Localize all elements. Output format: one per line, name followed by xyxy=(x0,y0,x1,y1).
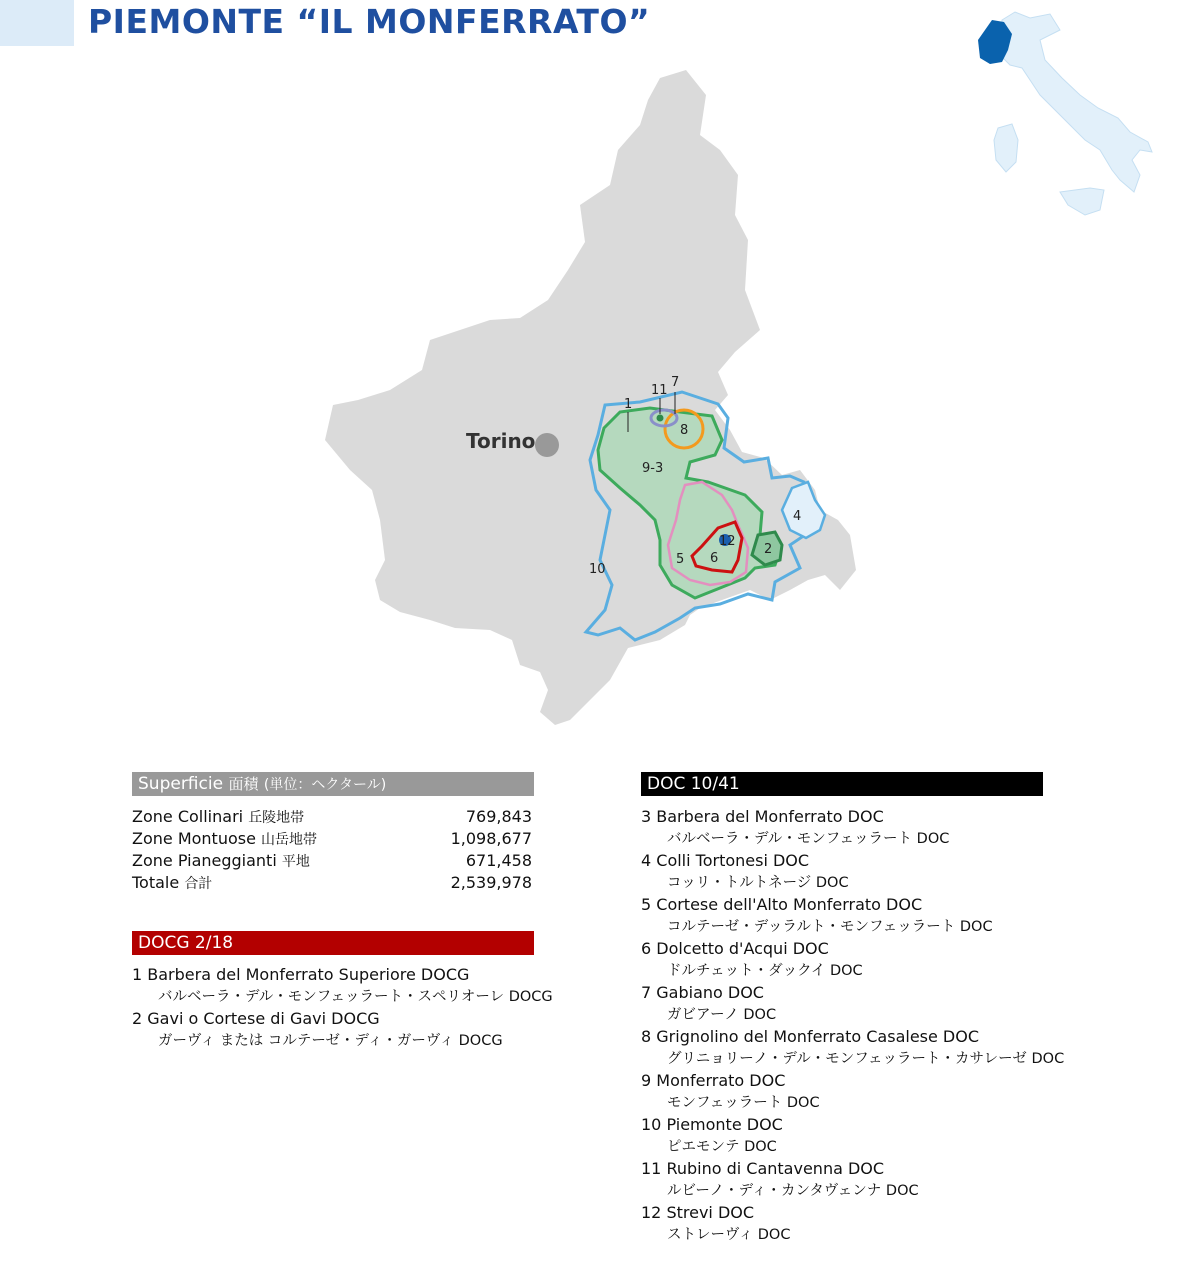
table-row xyxy=(132,828,532,850)
item-name-it: 9 Monferrato DOC xyxy=(641,1071,786,1090)
item-name-jp: ガーヴィ または コルテーゼ・ディ・ガーヴィ DOCG xyxy=(158,1033,503,1049)
torino-marker xyxy=(535,433,559,457)
docg-list xyxy=(132,964,602,1052)
list-item xyxy=(641,1070,1161,1114)
doc-list xyxy=(641,806,1161,1246)
zone-value: 1,098,677 xyxy=(450,829,532,848)
superficie-table xyxy=(132,806,532,894)
list-item xyxy=(641,1114,1161,1158)
superficie-label: Superficie xyxy=(138,774,224,794)
zone-name: Totale xyxy=(132,873,180,892)
page-title: PIEMONTE “IL MONFERRATO” xyxy=(88,2,651,41)
item-name-it: 6 Dolcetto d'Acqui DOC xyxy=(641,939,829,958)
superficie-header xyxy=(132,772,534,796)
list-item xyxy=(641,850,1161,894)
zone-label-1: 1 xyxy=(624,397,633,412)
item-name-it: 3 Barbera del Monferrato DOC xyxy=(641,807,884,826)
zone-value: 769,843 xyxy=(465,807,532,826)
zone-label-9-3: 9-3 xyxy=(642,461,664,476)
list-item xyxy=(132,1008,602,1052)
docg-header: DOCG 2/18 xyxy=(132,931,534,955)
item-name-jp: コルテーゼ・デッラルト・モンフェッラート DOC xyxy=(667,919,993,935)
zone-label-2: 2 xyxy=(764,542,773,557)
list-item xyxy=(641,1202,1161,1246)
zone-label-12: 12 xyxy=(719,534,736,549)
item-name-jp: バルベーラ・デル・モンフェッラート DOC xyxy=(667,831,950,847)
item-name-jp: ガビアーノ DOC xyxy=(667,1007,777,1023)
zone-label-10: 10 xyxy=(589,562,606,577)
zone-value: 2,539,978 xyxy=(450,873,532,892)
item-name-jp: ストレーヴィ DOC xyxy=(667,1227,791,1243)
zone-name: Zone Collinari xyxy=(132,807,244,826)
zone-label-5: 5 xyxy=(676,552,685,567)
item-name-jp: モンフェッラート DOC xyxy=(667,1095,820,1111)
item-name-jp: グリニョリーノ・デル・モンフェッラート・カサレーゼ DOC xyxy=(667,1051,1065,1067)
list-item xyxy=(641,806,1161,850)
zone-value: 671,458 xyxy=(465,851,532,870)
item-name-jp: コッリ・トルトネージ DOC xyxy=(667,875,849,891)
zone-jp: 合計 xyxy=(184,876,213,892)
item-name-it: 4 Colli Tortonesi DOC xyxy=(641,851,810,870)
list-item xyxy=(641,894,1161,938)
zone-jp: 山岳地帯 xyxy=(261,832,318,848)
superficie-jp-label: 面積 xyxy=(228,775,259,793)
item-name-jp: ドルチェット・ダックイ DOC xyxy=(667,963,863,979)
sardinia-shape xyxy=(994,124,1018,172)
table-row xyxy=(132,806,532,828)
zone-name: Zone Montuose xyxy=(132,829,256,848)
item-name-it: 5 Cortese dell'Alto Monferrato DOC xyxy=(641,895,923,914)
item-name-it: 10 Piemonte DOC xyxy=(641,1115,783,1134)
item-name-it: 2 Gavi o Cortese di Gavi DOCG xyxy=(132,1009,380,1028)
list-item xyxy=(132,964,602,1008)
table-row xyxy=(132,872,532,894)
zone-label-4: 4 xyxy=(793,509,802,524)
item-name-it: 12 Strevi DOC xyxy=(641,1203,755,1222)
italy-mainland-shape xyxy=(1000,12,1152,192)
list-item xyxy=(641,982,1161,1026)
list-item xyxy=(641,938,1161,982)
item-name-jp: バルベーラ・デル・モンフェッラート・スペリオーレ DOCG xyxy=(158,989,553,1005)
superficie-unit: (単位：ヘクタール) xyxy=(263,777,387,793)
item-name-it: 11 Rubino di Cantavenna DOC xyxy=(641,1159,885,1178)
list-item xyxy=(641,1158,1161,1202)
item-name-it: 1 Barbera del Monferrato Superiore DOCG xyxy=(132,965,470,984)
zone-label-6: 6 xyxy=(710,551,719,566)
item-name-jp: ルビーノ・ディ・カンタヴェンナ DOC xyxy=(667,1183,919,1199)
italy-inset-map xyxy=(978,12,1152,215)
zone-jp: 丘陵地帯 xyxy=(248,810,305,826)
item-name-jp: ピエモンテ DOC xyxy=(667,1139,777,1155)
table-row xyxy=(132,850,532,872)
zone-11-marker xyxy=(657,415,664,422)
zone-label-11: 11 xyxy=(651,383,668,398)
zone-jp: 平地 xyxy=(281,854,310,870)
item-name-it: 8 Grignolino del Monferrato Casalese DOC xyxy=(641,1027,980,1046)
zone-label-7: 7 xyxy=(671,375,680,390)
torino-label: Torino xyxy=(466,429,536,453)
zone-name: Zone Pianeggianti xyxy=(132,851,277,870)
item-name-it: 7 Gabiano DOC xyxy=(641,983,764,1002)
zone-label-8: 8 xyxy=(680,423,689,438)
doc-header: DOC 10/41 xyxy=(641,772,1043,796)
list-item xyxy=(641,1026,1161,1070)
sicily-shape xyxy=(1060,188,1104,215)
